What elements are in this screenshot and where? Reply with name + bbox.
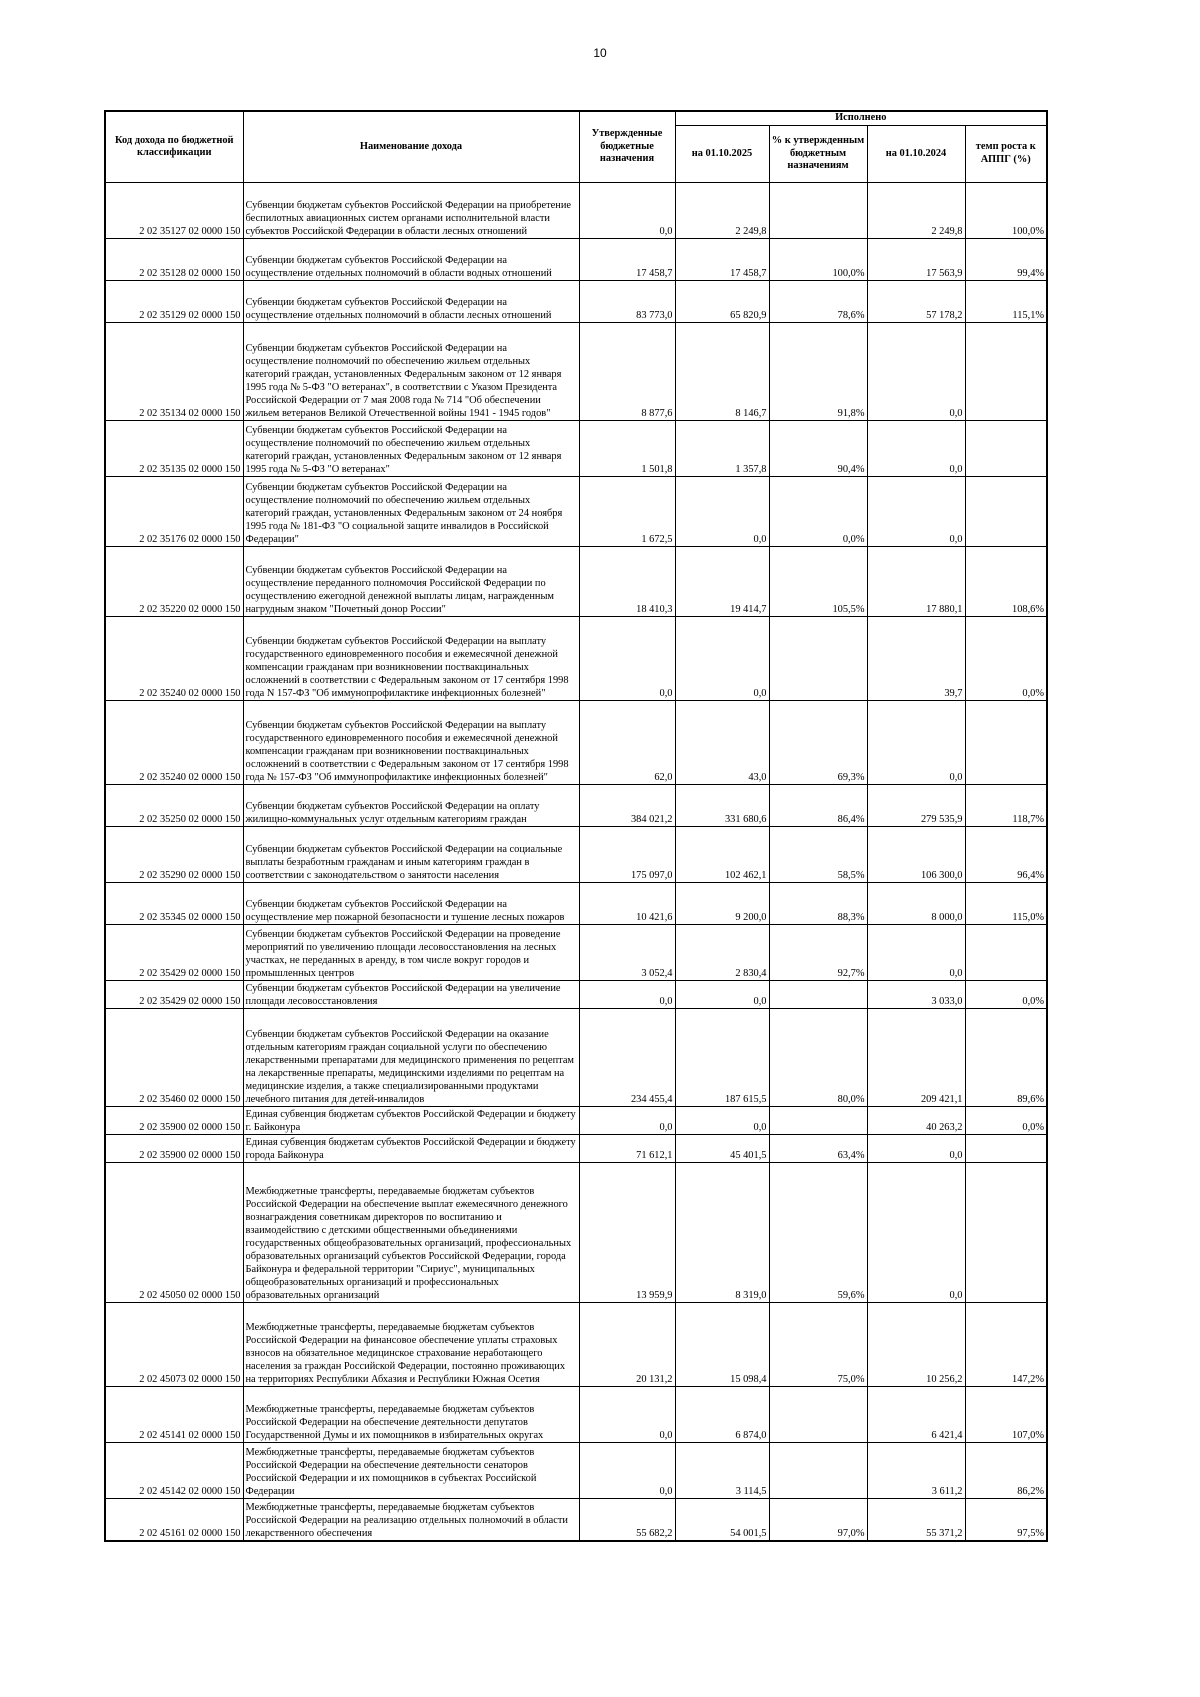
row-on-2024: 279 535,9 [867, 785, 965, 827]
row-growth: 97,5% [965, 1499, 1047, 1541]
table-row [105, 1499, 1047, 1541]
table-row [105, 1009, 1047, 1107]
row-on-2025: 331 680,6 [675, 785, 769, 827]
row-code: 2 02 35900 02 0000 150 [105, 1135, 243, 1163]
row-on-2024: 0,0 [867, 421, 965, 477]
row-on-2025: 19 414,7 [675, 547, 769, 617]
table-row [105, 827, 1047, 883]
table-row [105, 617, 1047, 701]
row-code: 2 02 35134 02 0000 150 [105, 323, 243, 421]
row-code: 2 02 45141 02 0000 150 [105, 1387, 243, 1443]
table-row [105, 1135, 1047, 1163]
row-growth [965, 925, 1047, 981]
row-on-2024: 3 033,0 [867, 981, 965, 1009]
table-row [105, 477, 1047, 547]
row-approved: 175 097,0 [579, 827, 675, 883]
row-on-2024: 2 249,8 [867, 183, 965, 239]
row-growth: 118,7% [965, 785, 1047, 827]
row-name: Субвенции бюджетам субъектов Российской Федерации на оказание отдельным категориям граждан социальной услуги по обеспечению лекарственными препаратами для медицинского применения по рецептам на лекарственные препараты, медицинскими изделиями по рецептам на медицинские изделия, а также специализированными продуктами лечебного питания для детей-инвалидов [243, 1009, 579, 1107]
row-code: 2 02 45161 02 0000 150 [105, 1499, 243, 1541]
table-row [105, 183, 1047, 239]
row-on-2024: 209 421,1 [867, 1009, 965, 1107]
row-approved: 0,0 [579, 183, 675, 239]
row-code: 2 02 35250 02 0000 150 [105, 785, 243, 827]
row-code: 2 02 45073 02 0000 150 [105, 1303, 243, 1387]
row-code: 2 02 35220 02 0000 150 [105, 547, 243, 617]
row-approved: 384 021,2 [579, 785, 675, 827]
row-growth [965, 1135, 1047, 1163]
row-name: Субвенции бюджетам субъектов Российской Федерации на осуществление мер пожарной безопасности и тушение лесных пожаров [243, 883, 579, 925]
row-percent: 75,0% [769, 1303, 867, 1387]
row-percent: 97,0% [769, 1499, 867, 1541]
row-percent [769, 1443, 867, 1499]
table-row [105, 1303, 1047, 1387]
row-approved: 0,0 [579, 1443, 675, 1499]
header-on-2025: на 01.10.2025 [675, 125, 769, 183]
row-growth: 0,0% [965, 1107, 1047, 1135]
table-row [105, 547, 1047, 617]
row-percent [769, 981, 867, 1009]
row-growth: 89,6% [965, 1009, 1047, 1107]
row-name: Единая субвенция бюджетам субъектов Российской Федерации и бюджету города Байконура [243, 1135, 579, 1163]
row-growth [965, 701, 1047, 785]
row-approved: 8 877,6 [579, 323, 675, 421]
row-percent: 88,3% [769, 883, 867, 925]
row-percent: 105,5% [769, 547, 867, 617]
header-approved: Утвержденные бюджетные назначения [579, 111, 675, 183]
row-on-2025: 0,0 [675, 477, 769, 547]
row-approved: 1 501,8 [579, 421, 675, 477]
row-on-2025: 43,0 [675, 701, 769, 785]
row-on-2025: 6 874,0 [675, 1387, 769, 1443]
row-approved: 0,0 [579, 1107, 675, 1135]
row-on-2025: 2 249,8 [675, 183, 769, 239]
row-growth [965, 1163, 1047, 1303]
row-growth: 108,6% [965, 547, 1047, 617]
row-growth [965, 323, 1047, 421]
row-approved: 62,0 [579, 701, 675, 785]
table-row [105, 323, 1047, 421]
row-on-2025: 17 458,7 [675, 239, 769, 281]
row-on-2024: 39,7 [867, 617, 965, 701]
row-on-2024: 0,0 [867, 1135, 965, 1163]
row-percent [769, 1107, 867, 1135]
header-on-2024: на 01.10.2024 [867, 125, 965, 183]
row-on-2024: 8 000,0 [867, 883, 965, 925]
row-percent [769, 1387, 867, 1443]
header-executed: Исполнено [675, 111, 1047, 125]
row-approved: 0,0 [579, 617, 675, 701]
row-on-2024: 3 611,2 [867, 1443, 965, 1499]
row-on-2024: 40 263,2 [867, 1107, 965, 1135]
row-name: Субвенции бюджетам субъектов Российской Федерации на выплату государственного единовременного пособия и ежемесячной денежной компенсации гражданам при возникновении поствакцинальных осложнений в соответствии с Федеральным законом от 17 сентября 1998 года N 157-ФЗ "Об иммунопрофилактике инфекционных болезней" [243, 617, 579, 701]
row-percent: 63,4% [769, 1135, 867, 1163]
row-approved: 3 052,4 [579, 925, 675, 981]
row-on-2024: 0,0 [867, 477, 965, 547]
row-name: Субвенции бюджетам субъектов Российской Федерации на осуществление отдельных полномочий в области лесных отношений [243, 281, 579, 323]
row-name: Субвенции бюджетам субъектов Российской Федерации на осуществление полномочий по обеспечению жильем отдельных категорий граждан, установленных Федеральным законом от 12 января 1995 года № 5-ФЗ "О ветеранах" [243, 421, 579, 477]
row-code: 2 02 35240 02 0000 150 [105, 617, 243, 701]
row-approved: 10 421,6 [579, 883, 675, 925]
row-name: Субвенции бюджетам субъектов Российской Федерации на социальные выплаты безработным гражданам и иным категориям граждан в соответствии с законодательством о занятости населения [243, 827, 579, 883]
row-percent: 0,0% [769, 477, 867, 547]
row-on-2025: 8 319,0 [675, 1163, 769, 1303]
row-growth: 0,0% [965, 617, 1047, 701]
table-row [105, 981, 1047, 1009]
row-code: 2 02 35128 02 0000 150 [105, 239, 243, 281]
row-code: 2 02 35176 02 0000 150 [105, 477, 243, 547]
header-growth: темп роста к АППГ (%) [965, 125, 1047, 183]
table-row [105, 1443, 1047, 1499]
row-on-2024: 6 421,4 [867, 1387, 965, 1443]
row-on-2025: 0,0 [675, 1107, 769, 1135]
row-name: Субвенции бюджетам субъектов Российской Федерации на оплату жилищно-коммунальных услуг отдельным категориям граждан [243, 785, 579, 827]
row-on-2025: 54 001,5 [675, 1499, 769, 1541]
row-on-2024: 0,0 [867, 925, 965, 981]
row-code: 2 02 45142 02 0000 150 [105, 1443, 243, 1499]
header-percent: % к утвержденным бюджетным назначениям [769, 125, 867, 183]
row-code: 2 02 35429 02 0000 150 [105, 981, 243, 1009]
row-name: Субвенции бюджетам субъектов Российской Федерации на осуществление полномочий по обеспечению жильем отдельных категорий граждан, установленных Федеральным законом от 24 ноября 1995 года № 181-ФЗ "О социальной защите инвалидов в Российской Федерации" [243, 477, 579, 547]
row-name: Межбюджетные трансферты, передаваемые бюджетам субъектов Российской Федерации на финансовое обеспечение уплаты страховых взносов на обязательное медицинское страхование неработающего населения за граждан Российской Федерации, постоянно проживающих на территориях Республики Абхазия и Республики Южная Осетия [243, 1303, 579, 1387]
table-row [105, 785, 1047, 827]
row-on-2024: 0,0 [867, 323, 965, 421]
row-on-2024: 10 256,2 [867, 1303, 965, 1387]
row-on-2025: 0,0 [675, 617, 769, 701]
row-approved: 18 410,3 [579, 547, 675, 617]
row-approved: 13 959,9 [579, 1163, 675, 1303]
row-code: 2 02 35129 02 0000 150 [105, 281, 243, 323]
row-percent: 69,3% [769, 701, 867, 785]
row-on-2025: 1 357,8 [675, 421, 769, 477]
row-name: Межбюджетные трансферты, передаваемые бюджетам субъектов Российской Федерации на обеспечение деятельности сенаторов Российской Федерации и их помощников в субъектах Российской Федерации [243, 1443, 579, 1499]
row-growth: 96,4% [965, 827, 1047, 883]
table-row [105, 421, 1047, 477]
row-growth: 115,0% [965, 883, 1047, 925]
row-approved: 17 458,7 [579, 239, 675, 281]
row-name: Межбюджетные трансферты, передаваемые бюджетам субъектов Российской Федерации на обеспечение деятельности депутатов Государственной Думы и их помощников в избирательных округах [243, 1387, 579, 1443]
row-name: Субвенции бюджетам субъектов Российской Федерации на осуществление переданного полномочия Российской Федерации по осуществлению ежегодной денежной выплаты лицам, награжденным нагрудным знаком "Почетный донор России" [243, 547, 579, 617]
row-on-2025: 9 200,0 [675, 883, 769, 925]
row-name: Субвенции бюджетам субъектов Российской Федерации на осуществление полномочий по обеспечению жильем отдельных категорий граждан, установленных Федеральным законом от 12 января 1995 года № 5-ФЗ "О ветеранах", в соответствии с Указом Президента Российской Федерации от 7 мая 2008 года № 714 "Об обеспечении жильем ветеранов Великой Отечественной войны 1941 - 1945 годов" [243, 323, 579, 421]
row-percent: 58,5% [769, 827, 867, 883]
row-growth: 147,2% [965, 1303, 1047, 1387]
row-name: Субвенции бюджетам субъектов Российской Федерации на выплату государственного единовременного пособия и ежемесячной денежной компенсации гражданам при возникновении поствакцинальных осложнений в соответствии с Федеральным законом от 17 сентября 1998 года № 157-ФЗ "Об иммунопрофилактике инфекционных болезней" [243, 701, 579, 785]
row-growth: 107,0% [965, 1387, 1047, 1443]
row-on-2024: 0,0 [867, 701, 965, 785]
row-name: Межбюджетные трансферты, передаваемые бюджетам субъектов Российской Федерации на обеспечение выплат ежемесячного денежного вознаграждения советникам директоров по воспитанию и взаимодействию с детскими общественными объединениями государственных общеобразовательных организаций, профессиональных образовательных организаций субъектов Российской Федерации, города Байконура и федеральной территории "Сириус", муниципальных общеобразовательных организаций и профессиональных образовательных организаций [243, 1163, 579, 1303]
row-approved: 83 773,0 [579, 281, 675, 323]
table-row [105, 925, 1047, 981]
row-on-2024: 55 371,2 [867, 1499, 965, 1541]
row-approved: 234 455,4 [579, 1009, 675, 1107]
row-on-2025: 8 146,7 [675, 323, 769, 421]
row-on-2025: 102 462,1 [675, 827, 769, 883]
header-code: Код дохода по бюджетной классификации [105, 111, 243, 183]
row-name: Субвенции бюджетам субъектов Российской Федерации на приобретение беспилотных авиационных систем органами исполнительной власти субъектов Российской Федерации в области лесных отношений [243, 183, 579, 239]
row-on-2024: 57 178,2 [867, 281, 965, 323]
row-growth: 100,0% [965, 183, 1047, 239]
row-on-2025: 45 401,5 [675, 1135, 769, 1163]
header-name: Наименование дохода [243, 111, 579, 183]
row-percent: 80,0% [769, 1009, 867, 1107]
row-code: 2 02 45050 02 0000 150 [105, 1163, 243, 1303]
row-growth: 0,0% [965, 981, 1047, 1009]
row-name: Субвенции бюджетам субъектов Российской Федерации на проведение мероприятий по увеличению площади лесовосстановления на лесных участках, не переданных в аренду, в том числе вокруг городов и промышленных центров [243, 925, 579, 981]
row-code: 2 02 35127 02 0000 150 [105, 183, 243, 239]
row-percent: 78,6% [769, 281, 867, 323]
table-row [105, 1387, 1047, 1443]
row-name: Единая субвенция бюджетам субъектов Российской Федерации и бюджету г. Байконура [243, 1107, 579, 1135]
row-percent: 86,4% [769, 785, 867, 827]
row-on-2024: 106 300,0 [867, 827, 965, 883]
table-row [105, 701, 1047, 785]
row-on-2024: 0,0 [867, 1163, 965, 1303]
row-on-2025: 0,0 [675, 981, 769, 1009]
row-percent: 100,0% [769, 239, 867, 281]
table-row [105, 239, 1047, 281]
row-approved: 71 612,1 [579, 1135, 675, 1163]
table-row [105, 281, 1047, 323]
row-on-2025: 65 820,9 [675, 281, 769, 323]
row-code: 2 02 35240 02 0000 150 [105, 701, 243, 785]
row-on-2025: 2 830,4 [675, 925, 769, 981]
row-on-2025: 187 615,5 [675, 1009, 769, 1107]
row-on-2025: 15 098,4 [675, 1303, 769, 1387]
page-number: 10 [593, 46, 607, 60]
row-code: 2 02 35900 02 0000 150 [105, 1107, 243, 1135]
row-code: 2 02 35429 02 0000 150 [105, 925, 243, 981]
row-code: 2 02 35290 02 0000 150 [105, 827, 243, 883]
row-code: 2 02 35345 02 0000 150 [105, 883, 243, 925]
row-code: 2 02 35460 02 0000 150 [105, 1009, 243, 1107]
row-name: Субвенции бюджетам субъектов Российской Федерации на осуществление отдельных полномочий в области водных отношений [243, 239, 579, 281]
row-approved: 20 131,2 [579, 1303, 675, 1387]
row-name: Субвенции бюджетам субъектов Российской Федерации на увеличение площади лесовосстановления [243, 981, 579, 1009]
row-percent: 59,6% [769, 1163, 867, 1303]
row-percent: 92,7% [769, 925, 867, 981]
row-on-2024: 17 880,1 [867, 547, 965, 617]
row-percent [769, 183, 867, 239]
row-percent: 90,4% [769, 421, 867, 477]
row-on-2025: 3 114,5 [675, 1443, 769, 1499]
revenue-table [104, 110, 1048, 1542]
row-percent [769, 617, 867, 701]
row-approved: 0,0 [579, 1387, 675, 1443]
table-row [105, 883, 1047, 925]
row-percent: 91,8% [769, 323, 867, 421]
row-approved: 55 682,2 [579, 1499, 675, 1541]
row-approved: 1 672,5 [579, 477, 675, 547]
table-row [105, 1107, 1047, 1135]
table-row [105, 1163, 1047, 1303]
row-growth: 86,2% [965, 1443, 1047, 1499]
row-code: 2 02 35135 02 0000 150 [105, 421, 243, 477]
row-on-2024: 17 563,9 [867, 239, 965, 281]
row-approved: 0,0 [579, 981, 675, 1009]
row-name: Межбюджетные трансферты, передаваемые бюджетам субъектов Российской Федерации на реализацию отдельных полномочий в области лекарственного обеспечения [243, 1499, 579, 1541]
row-growth: 115,1% [965, 281, 1047, 323]
row-growth [965, 477, 1047, 547]
row-growth: 99,4% [965, 239, 1047, 281]
row-growth [965, 421, 1047, 477]
